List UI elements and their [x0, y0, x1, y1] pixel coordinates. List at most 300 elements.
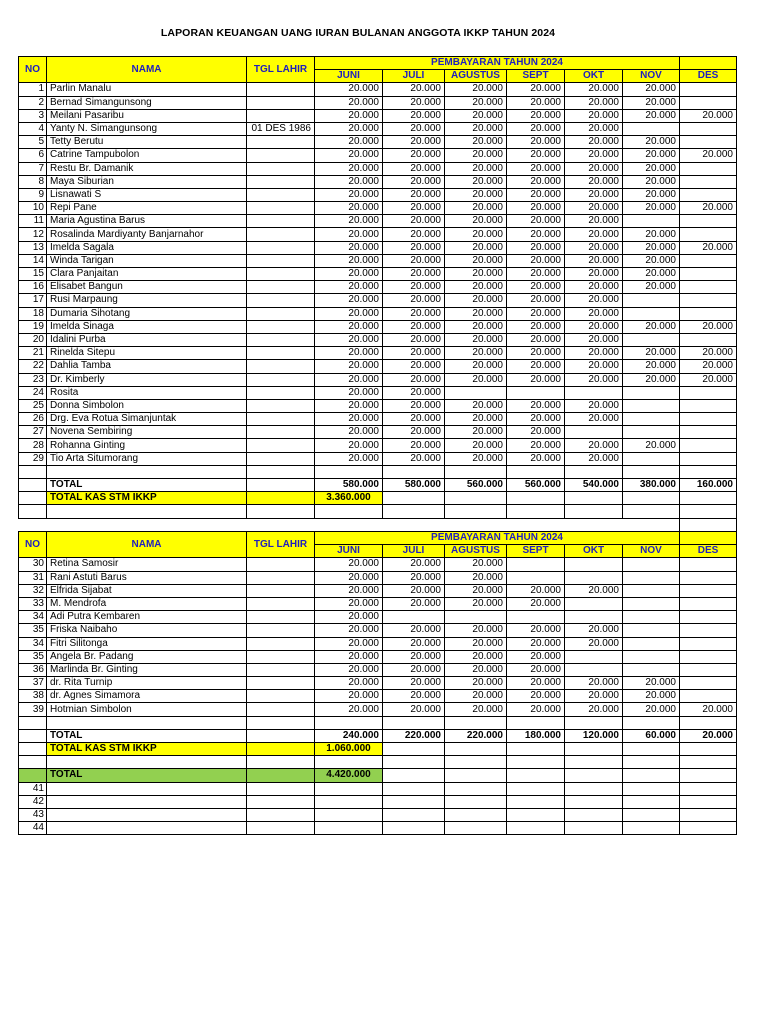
- total-cell: 180.000: [507, 729, 565, 742]
- row-tgl-lahir: [247, 241, 315, 254]
- row-tgl-lahir: [247, 703, 315, 716]
- row-tgl-lahir: [247, 215, 315, 228]
- row-nama: Adi Putra Kembaren: [47, 611, 247, 624]
- table-row: [19, 624, 737, 637]
- payment-cell: [623, 333, 680, 346]
- payment-cell: [680, 386, 737, 399]
- table-row: [19, 663, 737, 676]
- payment-cell: [680, 162, 737, 175]
- payment-cell: [565, 611, 623, 624]
- payment-cell: 20.000: [507, 703, 565, 716]
- table-row: [19, 136, 737, 149]
- payment-cell: 20.000: [623, 373, 680, 386]
- payment-cell: [680, 294, 737, 307]
- payment-cell: 20.000: [383, 320, 445, 333]
- payment-cell: 20.000: [565, 399, 623, 412]
- row-tgl-lahir: [247, 571, 315, 584]
- payment-cell: 20.000: [623, 109, 680, 122]
- payment-cell: 20.000: [445, 703, 507, 716]
- payment-cell: 20.000: [383, 136, 445, 149]
- payment-cell: [680, 307, 737, 320]
- month-header: OKT: [565, 545, 623, 558]
- table-row: [19, 611, 737, 624]
- payment-cell: [623, 399, 680, 412]
- payment-cell: [507, 571, 565, 584]
- blank-row: [19, 716, 737, 729]
- payment-cell: 20.000: [507, 241, 565, 254]
- row-tgl-lahir: [247, 254, 315, 267]
- payment-cell: 20.000: [445, 215, 507, 228]
- payment-cell: 20.000: [445, 254, 507, 267]
- payment-cell: 20.000: [315, 650, 383, 663]
- row-no: 29: [19, 452, 47, 465]
- month-header: NOV: [623, 545, 680, 558]
- payment-cell: 20.000: [445, 109, 507, 122]
- payment-table-1: [18, 56, 737, 532]
- payment-cell: 20.000: [507, 109, 565, 122]
- payment-cell: [680, 333, 737, 346]
- payment-cell: [680, 452, 737, 465]
- payment-cell: 20.000: [680, 202, 737, 215]
- total-row: [19, 729, 737, 742]
- payment-cell: 20.000: [623, 188, 680, 201]
- payment-cell: 20.000: [507, 162, 565, 175]
- row-nama: Rani Astuti Barus: [47, 571, 247, 584]
- payment-cell: 20.000: [383, 571, 445, 584]
- row-nama: Fitri Silitonga: [47, 637, 247, 650]
- payment-cell: 20.000: [623, 320, 680, 333]
- row-nama: Catrine Tampubolon: [47, 149, 247, 162]
- payment-cell: [623, 215, 680, 228]
- payment-cell: 20.000: [507, 175, 565, 188]
- payment-cell: 20.000: [315, 281, 383, 294]
- payment-cell: [623, 426, 680, 439]
- table-row: [19, 439, 737, 452]
- table-row: [19, 122, 737, 135]
- payment-cell: 20.000: [315, 202, 383, 215]
- payment-cell: 20.000: [445, 320, 507, 333]
- payment-cell: [680, 558, 737, 571]
- payment-cell: 20.000: [383, 254, 445, 267]
- payment-cell: [680, 228, 737, 241]
- grand-total-label: TOTAL: [47, 769, 247, 782]
- payment-cell: 20.000: [565, 83, 623, 96]
- payment-cell: 20.000: [680, 360, 737, 373]
- row-nama: Repi Pane: [47, 202, 247, 215]
- payment-cell: 20.000: [623, 83, 680, 96]
- row-tgl-lahir: [247, 320, 315, 333]
- payment-cell: 20.000: [383, 386, 445, 399]
- payment-cell: 20.000: [680, 703, 737, 716]
- payment-cell: 20.000: [445, 268, 507, 281]
- row-no: 44: [19, 822, 47, 835]
- payment-cell: [680, 426, 737, 439]
- header-row: [19, 532, 737, 545]
- payment-cell: [680, 136, 737, 149]
- kas-row: [19, 743, 737, 756]
- row-nama: Dumaria Sihotang: [47, 307, 247, 320]
- row-no: 11: [19, 215, 47, 228]
- row-tgl-lahir: [247, 83, 315, 96]
- row-no: 35: [19, 624, 47, 637]
- row-no: 36: [19, 663, 47, 676]
- payment-cell: 20.000: [565, 136, 623, 149]
- row-nama: Dahlia Tamba: [47, 360, 247, 373]
- payment-cell: 20.000: [565, 413, 623, 426]
- total-cell: 20.000: [680, 729, 737, 742]
- row-tgl-lahir: [247, 228, 315, 241]
- table-row: [19, 452, 737, 465]
- row-nama: M. Mendrofa: [47, 597, 247, 610]
- header-row: [19, 57, 737, 70]
- payment-cell: 20.000: [623, 268, 680, 281]
- gap-row: [19, 518, 737, 531]
- table-row: [19, 386, 737, 399]
- row-nama: dr. Agnes Simamora: [47, 690, 247, 703]
- payment-cell: [623, 663, 680, 676]
- table-row: [19, 96, 737, 109]
- table-row: [19, 347, 737, 360]
- payment-cell: 20.000: [565, 333, 623, 346]
- row-no: 19: [19, 320, 47, 333]
- row-tgl-lahir: [247, 690, 315, 703]
- row-nama: Rinelda Sitepu: [47, 347, 247, 360]
- payment-cell: 20.000: [445, 136, 507, 149]
- header-pembayaran: PEMBAYARAN TAHUN 2024: [315, 532, 680, 545]
- payment-cell: 20.000: [445, 96, 507, 109]
- payment-cell: 20.000: [383, 228, 445, 241]
- payment-cell: [680, 413, 737, 426]
- payment-cell: [623, 637, 680, 650]
- payment-cell: 20.000: [315, 677, 383, 690]
- table-row: [19, 281, 737, 294]
- payment-cell: 20.000: [680, 109, 737, 122]
- payment-cell: 20.000: [315, 597, 383, 610]
- payment-cell: 20.000: [445, 571, 507, 584]
- payment-cell: [507, 386, 565, 399]
- row-tgl-lahir: [247, 333, 315, 346]
- payment-cell: 20.000: [507, 294, 565, 307]
- payment-cell: [680, 215, 737, 228]
- payment-cell: 20.000: [445, 360, 507, 373]
- blank-row: [19, 505, 737, 518]
- payment-cell: 20.000: [315, 333, 383, 346]
- payment-cell: 20.000: [507, 597, 565, 610]
- grand-total-value: 4.420.000: [315, 769, 383, 782]
- row-tgl-lahir: [247, 439, 315, 452]
- payment-cell: 20.000: [383, 347, 445, 360]
- table-row: [19, 373, 737, 386]
- payment-cell: 20.000: [315, 109, 383, 122]
- row-tgl-lahir: [247, 624, 315, 637]
- payment-cell: 20.000: [315, 571, 383, 584]
- payment-cell: 20.000: [623, 136, 680, 149]
- payment-cell: 20.000: [315, 162, 383, 175]
- payment-table-2: [18, 531, 737, 835]
- row-nama: Meilani Pasaribu: [47, 109, 247, 122]
- payment-cell: 20.000: [565, 228, 623, 241]
- payment-cell: 20.000: [623, 175, 680, 188]
- month-header: AGUSTUS: [445, 545, 507, 558]
- row-no: 5: [19, 136, 47, 149]
- row-tgl-lahir: [247, 347, 315, 360]
- payment-cell: 20.000: [383, 597, 445, 610]
- payment-cell: 20.000: [383, 703, 445, 716]
- month-header: AGUSTUS: [445, 70, 507, 83]
- payment-cell: 20.000: [315, 663, 383, 676]
- payment-cell: 20.000: [445, 677, 507, 690]
- month-header: JULI: [383, 545, 445, 558]
- payment-cell: 20.000: [315, 637, 383, 650]
- header-tgl-lahir: TGL LAHIR: [247, 532, 315, 558]
- payment-cell: [623, 386, 680, 399]
- header-blank: [680, 532, 737, 545]
- row-tgl-lahir: [247, 188, 315, 201]
- payment-cell: 20.000: [623, 162, 680, 175]
- table-row: [19, 175, 737, 188]
- payment-cell: 20.000: [565, 439, 623, 452]
- kas-label: TOTAL KAS STM IKKP: [47, 743, 247, 756]
- row-tgl-lahir: [247, 558, 315, 571]
- payment-cell: [507, 558, 565, 571]
- report-title: LAPORAN KEUANGAN UANG IURAN BULANAN ANGGOTA IKKP TAHUN 2024: [160, 27, 556, 39]
- empty-numbered-row: [19, 782, 737, 795]
- payment-cell: 20.000: [445, 162, 507, 175]
- payment-cell: 20.000: [507, 637, 565, 650]
- row-no: 7: [19, 162, 47, 175]
- row-nama: Dr. Kimberly: [47, 373, 247, 386]
- payment-cell: 20.000: [445, 347, 507, 360]
- payment-cell: [565, 571, 623, 584]
- payment-cell: 20.000: [565, 122, 623, 135]
- payment-cell: 20.000: [383, 96, 445, 109]
- payment-cell: [680, 122, 737, 135]
- payment-cell: 20.000: [507, 188, 565, 201]
- row-nama: Retina Samosir: [47, 558, 247, 571]
- payment-cell: 20.000: [445, 650, 507, 663]
- row-no: 20: [19, 333, 47, 346]
- payment-cell: 20.000: [315, 452, 383, 465]
- row-no: 39: [19, 703, 47, 716]
- payment-cell: 20.000: [565, 703, 623, 716]
- payment-cell: [565, 663, 623, 676]
- row-no: 41: [19, 782, 47, 795]
- table-row: [19, 584, 737, 597]
- payment-cell: 20.000: [507, 254, 565, 267]
- table-row: [19, 188, 737, 201]
- row-no: 17: [19, 294, 47, 307]
- payment-cell: [680, 637, 737, 650]
- payment-cell: 20.000: [565, 584, 623, 597]
- payment-cell: 20.000: [507, 624, 565, 637]
- month-header: DES: [680, 545, 737, 558]
- payment-cell: 20.000: [623, 703, 680, 716]
- payment-cell: 20.000: [565, 452, 623, 465]
- kas-value: 1.060.000: [315, 743, 383, 756]
- payment-cell: 20.000: [445, 584, 507, 597]
- table-row: [19, 399, 737, 412]
- payment-cell: 20.000: [680, 149, 737, 162]
- payment-cell: 20.000: [383, 175, 445, 188]
- kas-label: TOTAL KAS STM IKKP: [47, 492, 247, 505]
- payment-cell: [623, 558, 680, 571]
- row-nama: Hotmian Simbolon: [47, 703, 247, 716]
- payment-cell: 20.000: [315, 228, 383, 241]
- payment-cell: 20.000: [507, 122, 565, 135]
- payment-cell: [680, 175, 737, 188]
- row-tgl-lahir: [247, 268, 315, 281]
- payment-cell: [680, 584, 737, 597]
- payment-cell: 20.000: [445, 294, 507, 307]
- table-row: [19, 109, 737, 122]
- payment-cell: 20.000: [445, 439, 507, 452]
- row-nama: Novena Sembiring: [47, 426, 247, 439]
- table-row: [19, 294, 737, 307]
- payment-cell: [565, 558, 623, 571]
- payment-cell: 20.000: [383, 268, 445, 281]
- payment-cell: 20.000: [383, 83, 445, 96]
- table-row: [19, 413, 737, 426]
- payment-cell: 20.000: [383, 149, 445, 162]
- row-no: 33: [19, 597, 47, 610]
- row-no: 38: [19, 690, 47, 703]
- payment-cell: [680, 571, 737, 584]
- payment-cell: 20.000: [383, 650, 445, 663]
- row-no: 27: [19, 426, 47, 439]
- payment-cell: 20.000: [445, 333, 507, 346]
- row-nama: Winda Tarigan: [47, 254, 247, 267]
- row-no: 12: [19, 228, 47, 241]
- row-no: 35: [19, 650, 47, 663]
- payment-cell: 20.000: [315, 558, 383, 571]
- table-row: [19, 426, 737, 439]
- payment-cell: [623, 122, 680, 135]
- payment-cell: 20.000: [680, 373, 737, 386]
- payment-cell: 20.000: [565, 254, 623, 267]
- payment-cell: [680, 188, 737, 201]
- row-nama: Clara Panjaitan: [47, 268, 247, 281]
- row-nama: Lisnawati S: [47, 188, 247, 201]
- payment-cell: [565, 650, 623, 663]
- payment-cell: 20.000: [507, 149, 565, 162]
- header-no: NO: [19, 532, 47, 558]
- payment-cell: [623, 584, 680, 597]
- payment-cell: 20.000: [507, 83, 565, 96]
- total-cell: 60.000: [623, 729, 680, 742]
- month-header: SEPT: [507, 545, 565, 558]
- payment-cell: [680, 83, 737, 96]
- payment-cell: 20.000: [445, 149, 507, 162]
- total-cell: 240.000: [315, 729, 383, 742]
- payment-cell: 20.000: [383, 109, 445, 122]
- payment-cell: 20.000: [383, 162, 445, 175]
- row-no: 25: [19, 399, 47, 412]
- payment-cell: 20.000: [383, 413, 445, 426]
- row-no: 32: [19, 584, 47, 597]
- row-no: 9: [19, 188, 47, 201]
- payment-cell: 20.000: [383, 122, 445, 135]
- payment-cell: 20.000: [315, 241, 383, 254]
- payment-cell: 20.000: [383, 188, 445, 201]
- payment-cell: 20.000: [315, 386, 383, 399]
- payment-cell: [680, 254, 737, 267]
- payment-cell: 20.000: [507, 347, 565, 360]
- row-no: 26: [19, 413, 47, 426]
- row-tgl-lahir: [247, 452, 315, 465]
- payment-cell: 20.000: [383, 360, 445, 373]
- total-cell: 580.000: [383, 479, 445, 492]
- payment-cell: 20.000: [445, 413, 507, 426]
- row-nama: Imelda Sagala: [47, 241, 247, 254]
- payment-cell: 20.000: [445, 281, 507, 294]
- payment-cell: 20.000: [565, 294, 623, 307]
- row-no: 24: [19, 386, 47, 399]
- row-no: 31: [19, 571, 47, 584]
- payment-cell: 20.000: [383, 452, 445, 465]
- row-tgl-lahir: [247, 149, 315, 162]
- payment-cell: 20.000: [445, 373, 507, 386]
- total-cell: 560.000: [445, 479, 507, 492]
- payment-cell: [623, 307, 680, 320]
- payment-cell: 20.000: [623, 690, 680, 703]
- row-tgl-lahir: [247, 360, 315, 373]
- payment-cell: 20.000: [445, 122, 507, 135]
- payment-cell: [623, 413, 680, 426]
- payment-cell: 20.000: [623, 347, 680, 360]
- header-nama: NAMA: [47, 57, 247, 83]
- payment-cell: 20.000: [383, 624, 445, 637]
- payment-cell: 20.000: [565, 109, 623, 122]
- payment-cell: [565, 597, 623, 610]
- payment-cell: 20.000: [507, 663, 565, 676]
- table-row: [19, 360, 737, 373]
- payment-cell: [680, 650, 737, 663]
- row-tgl-lahir: 01 DES 1986: [247, 122, 315, 135]
- empty-numbered-row: [19, 808, 737, 821]
- payment-cell: 20.000: [383, 558, 445, 571]
- row-tgl-lahir: [247, 650, 315, 663]
- payment-cell: 20.000: [315, 215, 383, 228]
- payment-cell: 20.000: [507, 452, 565, 465]
- payment-cell: [680, 268, 737, 281]
- payment-cell: 20.000: [315, 690, 383, 703]
- payment-cell: 20.000: [565, 360, 623, 373]
- row-tgl-lahir: [247, 677, 315, 690]
- row-no: 13: [19, 241, 47, 254]
- total-cell: 380.000: [623, 479, 680, 492]
- row-tgl-lahir: [247, 96, 315, 109]
- payment-cell: 20.000: [315, 175, 383, 188]
- payment-cell: [623, 452, 680, 465]
- header-pembayaran: PEMBAYARAN TAHUN 2024: [315, 57, 680, 70]
- month-header: SEPT: [507, 70, 565, 83]
- payment-cell: 20.000: [383, 690, 445, 703]
- payment-cell: 20.000: [445, 188, 507, 201]
- payment-cell: 20.000: [445, 307, 507, 320]
- payment-cell: 20.000: [623, 360, 680, 373]
- row-tgl-lahir: [247, 663, 315, 676]
- payment-cell: [383, 611, 445, 624]
- payment-cell: 20.000: [623, 241, 680, 254]
- payment-cell: 20.000: [507, 360, 565, 373]
- month-header: JUNI: [315, 70, 383, 83]
- payment-cell: 20.000: [565, 320, 623, 333]
- payment-cell: 20.000: [623, 439, 680, 452]
- payment-cell: 20.000: [383, 307, 445, 320]
- row-nama: Tetty Berutu: [47, 136, 247, 149]
- payment-cell: 20.000: [315, 624, 383, 637]
- payment-cell: 20.000: [445, 624, 507, 637]
